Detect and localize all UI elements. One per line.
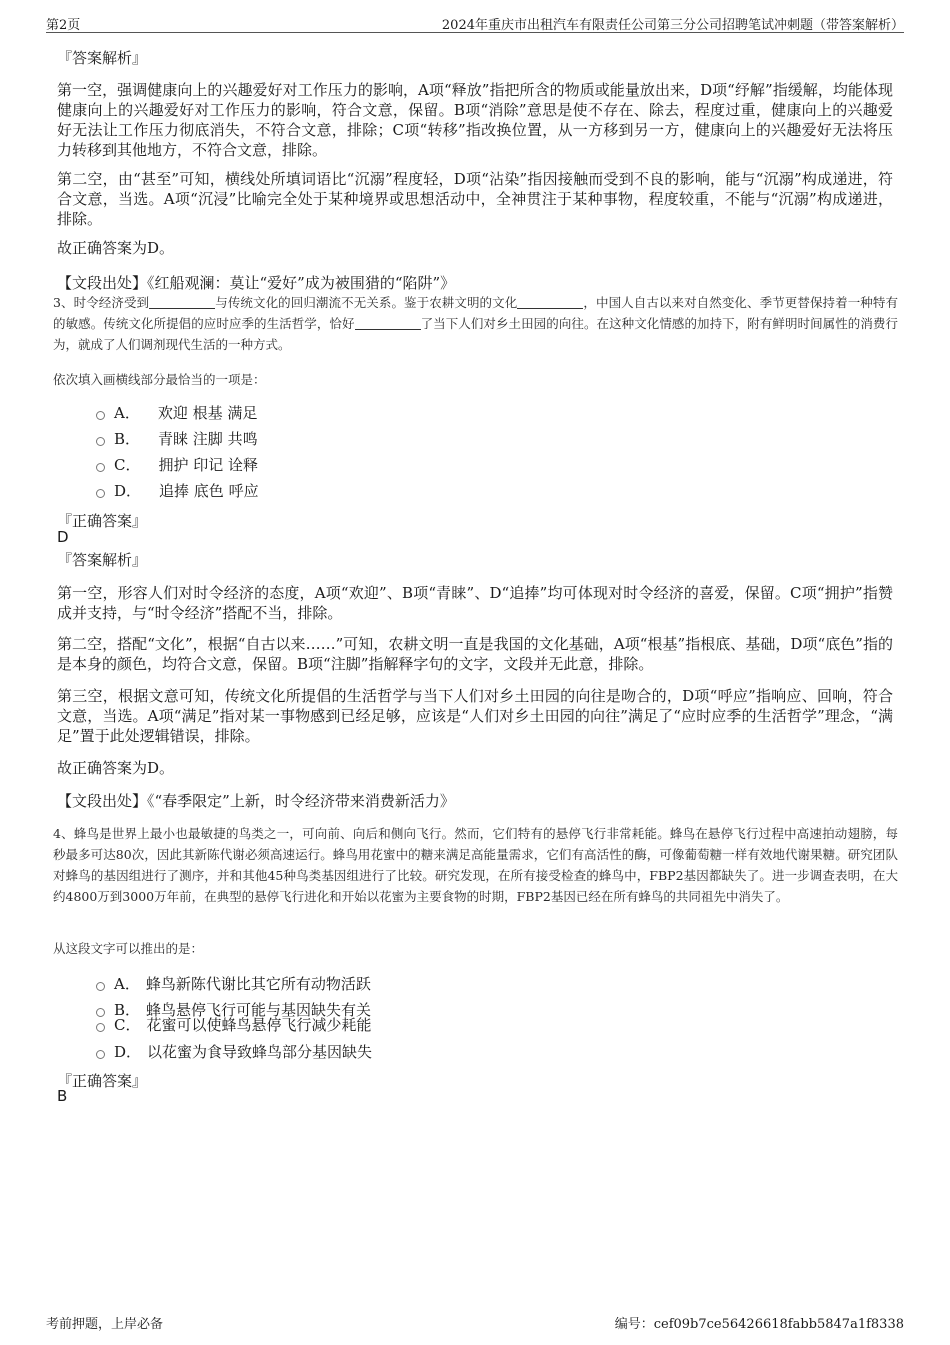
- q4-question-text: 4、蜂鸟是世界上最小也最敏捷的鸟类之一，可向前、向后和侧向飞行。然而，它们特有的悬停飞行非常耗能。蜂鸟在悬停飞行过程中高速拍动翅膀，每秒最多可达80次，因此其新陈代谢必须高速运行。蜂鸟用花蜜中的糖来满足高能量需求，它们有高活性的酶，可像葡萄糖一样有效地代谢果糖。研究团队对蜂鸟的基因组进行了测序，并和其他45种鸟类基因组进行了比较。研究发现，在所有接受检查的蜂鸟中，FBP2基因都缺失了。进一步调查表明，在大约4800万到3000万年前，在典型的悬停飞行进化和开始以花蜜为主要食物的时期，FBP2基因已经在所有蜂鸟的共同祖先中消失了。: [53, 826, 898, 904]
- q3-question-text: [53, 292, 898, 355]
- q3-blank-3: [355, 315, 421, 330]
- radio-button[interactable]: [96, 463, 105, 472]
- q2-source: 【文段出处】《红船观澜：莫让“爱好”成为被围猎的“陷阱”》: [57, 274, 456, 292]
- radio-button[interactable]: [96, 489, 105, 498]
- q3-analysis-p1: 第一空，形容人们对时令经济的态度，A项“欢迎”、B项“青睐”、D“追捧”均可体现对时令经济的喜爱，保留。C项“拥护”指赞成并支持，与“时令经济”搭配不当，排除。: [57, 584, 893, 622]
- q3-blank-1: [149, 294, 215, 309]
- q4-option-a[interactable]: A． 蜂鸟新陈代谢比其它所有动物活跃: [96, 973, 371, 993]
- radio-button[interactable]: [96, 437, 105, 446]
- q3-text-part1: 3、时令经济受到: [53, 295, 150, 310]
- radio-button[interactable]: [96, 411, 105, 420]
- q2-conclusion: 故正确答案为D。: [57, 239, 175, 257]
- q2-analysis-label: 『答案解析』: [57, 49, 148, 67]
- q4-option-d[interactable]: D． 以花蜜为食导致蜂鸟部分基因缺失: [96, 1041, 372, 1061]
- q3-answer-label: 『正确答案』: [57, 512, 148, 530]
- q3-analysis-p3: 第三空，根据文意可知，传统文化所提倡的生活哲学与当下人们对乡土田园的向往是吻合的，D项“呼应”指响应、回响，符合文意，当选。A项“满足”指对某一事物感到已经足够，应该是“人们对乡土田园的向往”满足了“应时应季的生活哲学”理念，“满足”置于此处逻辑错误，排除。: [57, 687, 893, 745]
- page-header: [46, 0, 904, 33]
- radio-button[interactable]: [96, 1050, 105, 1059]
- q4-option-c[interactable]: C． 花蜜可以使蜂鸟悬停飞行减少耗能: [96, 1014, 372, 1034]
- q3-answer: D: [57, 528, 69, 546]
- radio-button[interactable]: [96, 982, 105, 991]
- q3-prompt: 依次填入画横线部分最恰当的一项是：: [53, 372, 266, 387]
- q4-option-b[interactable]: B． 蜂鸟悬停飞行可能与基因缺失有关: [96, 999, 371, 1019]
- q3-option-d[interactable]: D． 追捧 底色 呼应: [96, 480, 259, 500]
- q3-analysis-p2: 第二空，搭配“文化”，根据“自古以来……”可知，农耕文明一直是我国的文化基础，A项“根基”指根底、基础，D项“底色”指的是本身的颜色，均符合文意，保留。B项“注脚”指解释字句的文字，文段并无此意，排除。: [57, 635, 893, 673]
- footer-slogan: 考前押题，上岸必备: [46, 1317, 164, 1332]
- q3-text-part3: ，中国人自古以来对自然变化、季节更替保持着一种特有的敏感。传统文化所提倡的应时应季的生活哲学，恰好: [53, 295, 898, 331]
- q2-analysis-p1: 第一空，强调健康向上的兴趣爱好对工作压力的影响，A项“释放”指把所含的物质或能量放出来，D项“纾解”指缓解，均能体现健康向上的兴趣爱好对工作压力的影响，符合文意，保留。B项“消除”意思是使不存在、除去，程度过重，健康向上的兴趣爱好无法让工作压力彻底消失，不符合文意，排除；C项“转移”指改换位置，从一方移到另一方，健康向上的兴趣爱好无法将压力转移到其他地方，不符合文意，排除。: [57, 81, 893, 159]
- q3-conclusion: 故正确答案为D。: [57, 759, 175, 777]
- q4-answer-label: 『正确答案』: [57, 1072, 148, 1090]
- q3-text-part4: 了当下人们对乡土田园的向往。在这种文化情感的加持下，附有鲜明时间属性的消费行为，就成了人们调剂现代生活的一种方式。: [53, 316, 898, 352]
- footer-serial: 编号：cef09b7ce56426618fabb5847a1f8338: [614, 1317, 904, 1332]
- q2-analysis-p2: 第二空，由“甚至”可知，横线处所填词语比“沉溺”程度轻，D项“沾染”指因接触而受到不良的影响，能与“沉溺”构成递进，符合文意，当选。A项“沉浸”比喻完全处于某种境界或思想活动中，全神贯注于某种事物，程度较重，不能与“沉溺”构成递进，排除。: [57, 170, 893, 228]
- q3-option-a[interactable]: A． 欢迎 根基 满足: [96, 402, 257, 422]
- document-title: 2024年重庆市出租汽车有限责任公司第三分公司招聘笔试冲刺题（带答案解析）: [441, 18, 904, 33]
- q3-source: 【文段出处】《“春季限定”上新，时令经济带来消费新活力》: [57, 792, 455, 810]
- page-number: 第2页: [46, 18, 81, 33]
- q4-answer: B: [57, 1087, 68, 1105]
- q3-text-part2: 与传统文化的回归潮流不无关系。鉴于农耕文明的文化: [215, 295, 518, 310]
- radio-button[interactable]: [96, 1023, 105, 1032]
- q3-blank-2: [517, 294, 583, 309]
- q4-prompt: 从这段文字可以推出的是：: [53, 941, 204, 956]
- q3-option-b[interactable]: B． 青睐 注脚 共鸣: [96, 428, 258, 448]
- q3-option-c[interactable]: C． 拥护 印记 诠释: [96, 454, 258, 474]
- q3-analysis-label: 『答案解析』: [57, 551, 148, 569]
